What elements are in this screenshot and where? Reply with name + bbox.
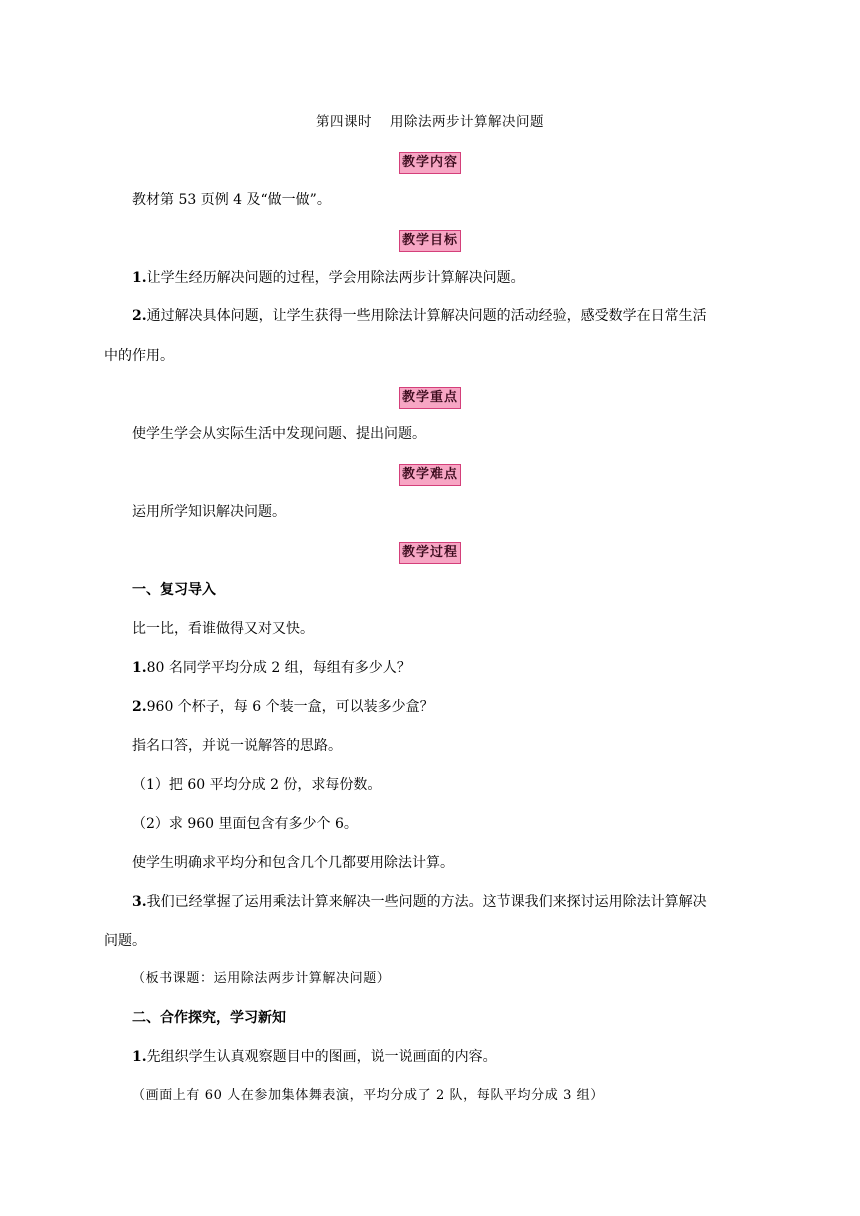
lesson-topic: 用除法两步计算解决问题	[390, 114, 544, 130]
item-text: 通过解决具体问题，让学生获得一些用除法计算解决问题的活动经验，感受数学在日常生活	[146, 308, 707, 324]
paragraph-3	[132, 892, 707, 912]
section-badge-process	[0, 541, 860, 564]
part1-intro: 比一比，看谁做得又对又快。	[132, 621, 314, 637]
section-label: 教学过程	[399, 542, 461, 564]
section-badge-goals	[0, 229, 860, 252]
part2-paragraph-1	[132, 1047, 497, 1067]
item-text: 先组织学生认真观察题目中的图画，说一说画面的内容。	[146, 1049, 497, 1065]
item-number: 1.	[132, 1049, 147, 1065]
section-badge-difficulty	[0, 463, 860, 486]
board-title-note: （板书课题：运用除法两步计算解决问题）	[132, 971, 391, 986]
goal-1	[132, 268, 525, 288]
section-label: 教学目标	[399, 230, 461, 252]
question-2	[132, 697, 434, 717]
section-label: 教学内容	[399, 152, 461, 174]
summary-text: 使学生明确求平均分和包含几个几都要用除法计算。	[132, 855, 454, 871]
item-number: 2.	[132, 308, 147, 324]
item-text: 让学生经历解决问题的过程，学会用除法两步计算解决问题。	[146, 270, 525, 286]
section-badge-content	[0, 151, 860, 174]
key-text: 使学生学会从实际生活中发现问题、提出问题。	[132, 426, 426, 442]
oral-answer: 指名口答，并说一说解答的思路。	[132, 738, 342, 754]
paragraph-3-continued: 问题。	[104, 933, 146, 949]
goal-2-continued: 中的作用。	[104, 348, 174, 364]
item-text: 80 名同学平均分成 2 组，每组有多少人？	[146, 660, 411, 676]
content-text: 教材第 53 页例 4 及“做一做”。	[132, 192, 331, 208]
section-label: 教学难点	[399, 464, 461, 486]
item-number: 2.	[132, 699, 147, 715]
difficulty-text: 运用所学知识解决问题。	[132, 504, 286, 520]
item-number: 1.	[132, 660, 147, 676]
part2-heading: 二、合作探究，学习新知	[132, 1010, 286, 1026]
part1-heading: 一、复习导入	[132, 582, 216, 598]
item-text: 我们已经掌握了运用乘法计算来解决一些问题的方法。这节课我们来探讨运用除法计算解决	[146, 894, 707, 910]
section-badge-key	[0, 386, 860, 409]
item-text: 960 个杯子，每 6 个装一盒，可以装多少盒？	[146, 699, 434, 715]
item-number: 3.	[132, 894, 147, 910]
picture-description-note: （画面上有 60 人在参加集体舞表演，平均分成了 2 队，每队平均分成 3 组）	[132, 1088, 604, 1103]
lesson-number: 第四课时	[316, 114, 372, 130]
section-label: 教学重点	[399, 387, 461, 409]
item-number: 1.	[132, 270, 147, 286]
answer-1: （1）把 60 平均分成 2 份，求每份数。	[132, 777, 382, 793]
question-1	[132, 658, 411, 678]
answer-2: （2）求 960 里面包含有多少个 6。	[132, 816, 358, 832]
goal-2	[132, 306, 707, 326]
lesson-title	[0, 112, 860, 132]
